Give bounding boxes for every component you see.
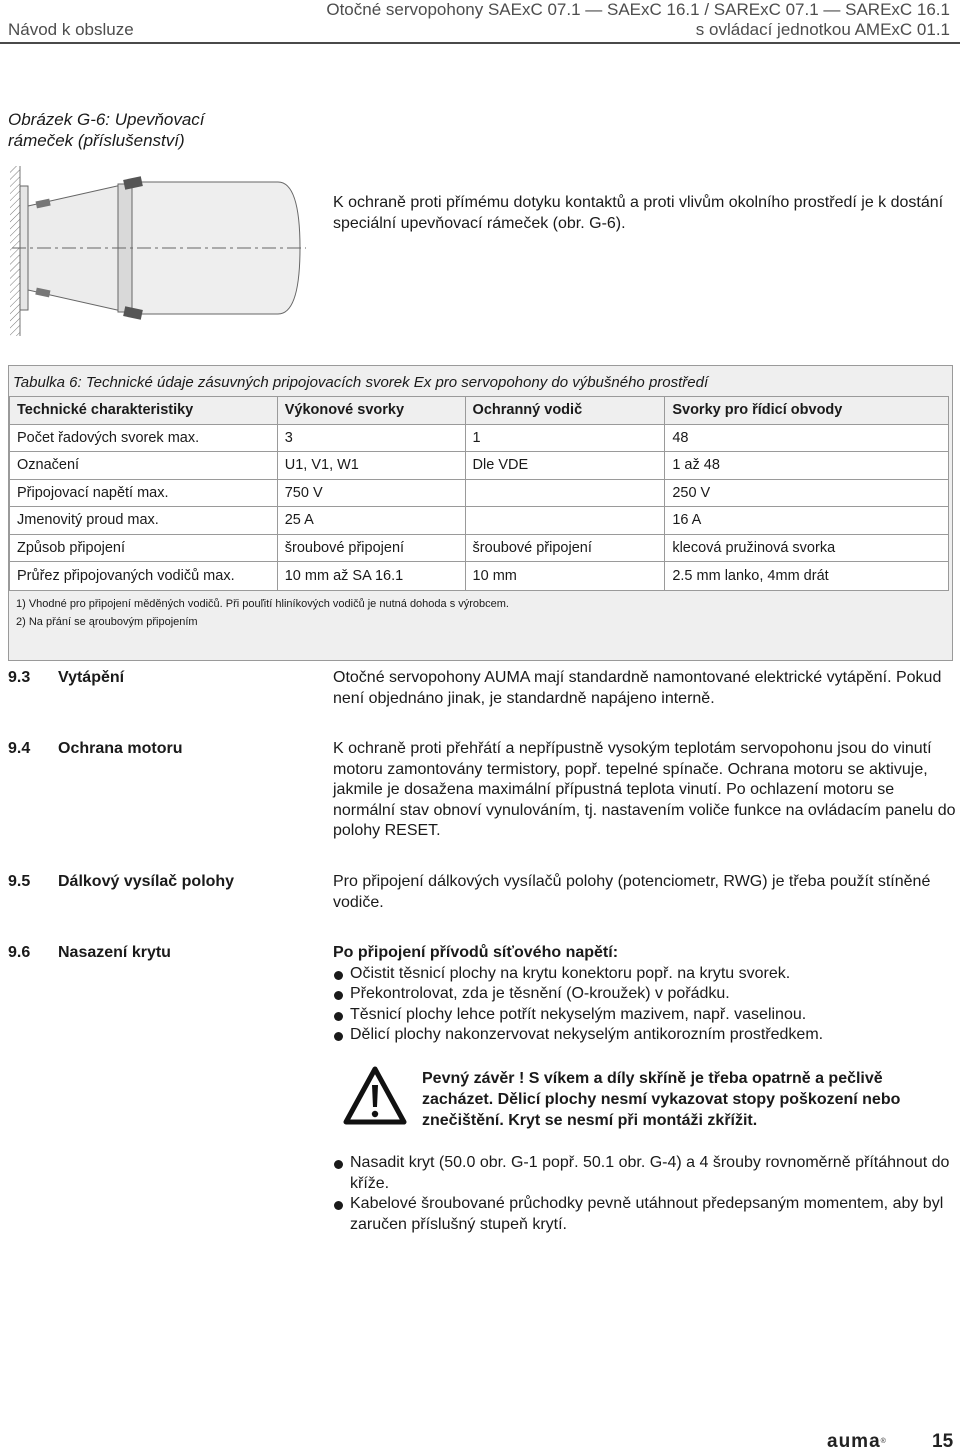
table-cell: Jmenovitý proud max. xyxy=(10,507,278,535)
table-row xyxy=(10,479,949,507)
assembly-steps xyxy=(333,1153,958,1235)
auma-logo xyxy=(827,1432,887,1452)
table-header-cell: Ochranný vodič xyxy=(465,397,665,425)
table-cell: šroubové připojení xyxy=(277,534,465,562)
section-title: Dálkový vysílač polohy xyxy=(58,873,235,890)
section-title: Ochrana motoru xyxy=(58,740,183,757)
list-item: Kabelové šroubované průchodky pevně utáhnout předepsaným momentem, aby byl zaručen příslušný stupeň krytí. xyxy=(333,1194,958,1235)
table-cell: 10 mm až SA 16.1 xyxy=(277,562,465,591)
table-cell: 2.5 mm lanko, 4mm drát xyxy=(665,562,949,591)
figure-caption-line1: Obrázek G-6: Upevňovací xyxy=(8,110,205,129)
section-number: 9.5 xyxy=(8,873,31,890)
table-cell: 750 V xyxy=(277,479,465,507)
table-cell xyxy=(465,507,665,535)
table-cell: Průřez připojovaných vodičů max. xyxy=(10,562,278,591)
header-product-line2: s ovládací jednotkou AMExC 01.1 xyxy=(695,20,950,39)
table-header-cell: Svorky pro řídicí obvody xyxy=(665,397,949,425)
table-footnote: 2) Na přání se ąroubovým připojením xyxy=(16,616,198,628)
bullet-list xyxy=(333,1153,958,1235)
table-cell: 1 xyxy=(465,424,665,452)
page-header xyxy=(0,0,960,44)
table-footnotes xyxy=(16,595,509,631)
header-product-line1: Otočné servopohony SAExC 07.1 — SAExC 16.1 / SARExC 07.1 — SARExC 16.1 xyxy=(326,0,950,19)
table-cell: Označení xyxy=(10,452,278,480)
warning-text: Pevný závěr ! S víkem a díly skříně je třeba opatrně a pečlivě zacházet. Dělicí plochy nesmí vykazovat stopy poškození nebo znečištění. Kryt se nesmí při montáži zkřížit. xyxy=(422,1070,901,1129)
list-item: Nasadit kryt (50.0 obr. G-1 popř. 50.1 obr. G-4) a 4 šrouby rovnoměrně přítáhnout do kříže. xyxy=(333,1153,958,1194)
table-footnote: 1) Vhodné pro připojení měděných vodičů. Při pouľití hliníkových vodičů je nutná dohoda s výrobcem. xyxy=(16,598,509,610)
header-manual-title: Návod k obsluze xyxy=(8,20,134,39)
table-cell: 10 mm xyxy=(465,562,665,591)
section-position-transmitter xyxy=(8,872,958,914)
bullet-list xyxy=(333,964,958,1046)
table-cell: 1 až 48 xyxy=(665,452,949,480)
logo-text: auma xyxy=(827,1431,881,1452)
table-row xyxy=(10,507,949,535)
list-item: Překontrolovat, zda je těsnění (O-kroužek) v pořádku. xyxy=(333,984,958,1005)
section-heating xyxy=(8,668,958,710)
figure-caption-line2: rámeček (příslušenství) xyxy=(8,131,185,150)
technical-table xyxy=(9,396,949,591)
table-row xyxy=(10,424,949,452)
section-number: 9.6 xyxy=(8,944,31,961)
section-intro: Po připojení přívodů síťového napětí: xyxy=(333,944,619,961)
table-header-cell: Výkonové svorky xyxy=(277,397,465,425)
table-title: Tabulka 6: Technické údaje zásuvných pripojovacích svorek Ex pro servopohony do výbušného prostředí xyxy=(13,374,709,391)
mounting-frame-drawing xyxy=(8,160,308,340)
table-cell xyxy=(465,479,665,507)
table-cell: U1, V1, W1 xyxy=(277,452,465,480)
logo-registered-mark: ® xyxy=(880,1438,887,1445)
table-cell: 16 A xyxy=(665,507,949,535)
table-cell: Způsob připojení xyxy=(10,534,278,562)
section-motor-protection xyxy=(8,739,958,843)
list-item: Dělicí plochy nakonzervovat nekyselým antikorozním prostředkem. xyxy=(333,1025,958,1046)
section-cover-fitting xyxy=(8,943,958,1048)
section-number: 9.3 xyxy=(8,669,31,686)
table-cell: Dle VDE xyxy=(465,452,665,480)
page-number: 15 xyxy=(932,1431,954,1452)
table-cell: klecová pružinová svorka xyxy=(665,534,949,562)
section-body: Pro připojení dálkových vysílačů polohy (potenciometr, RWG) je třeba použít stíněné vodiče. xyxy=(333,873,931,911)
table-cell: 3 xyxy=(277,424,465,452)
figure-caption xyxy=(8,109,205,151)
section-title: Nasazení krytu xyxy=(58,944,171,961)
table-cell: 25 A xyxy=(277,507,465,535)
table-cell: šroubové připojení xyxy=(465,534,665,562)
table-cell: Počet řadových svorek max. xyxy=(10,424,278,452)
table-row xyxy=(10,534,949,562)
section-number: 9.4 xyxy=(8,740,31,757)
section-title: Vytápění xyxy=(58,669,125,686)
list-item: Těsnicí plochy lehce potřít nekyselým mazivem, např. vaselinou. xyxy=(333,1005,958,1026)
figure-description: K ochraně proti přímému dotyku kontaktů a proti vlivům okolního prostředí je k dostání speciální upevňovací rámeček (obr. G-6). xyxy=(333,194,944,232)
header-product-title xyxy=(326,0,950,40)
table-row xyxy=(10,452,949,480)
section-body xyxy=(333,943,958,1046)
table-row xyxy=(10,562,949,591)
list-item: Očistit těsnicí plochy na krytu konektoru popř. na krytu svorek. xyxy=(333,964,958,985)
table-cell: 250 V xyxy=(665,479,949,507)
table-cell: 48 xyxy=(665,424,949,452)
section-body: K ochraně proti přehřátí a nepřípustně vysokým teplotám servopohonu jsou do vinutí motoru zamontovány termistory, popř. tepelné spínače. Ochrana motoru se aktivuje, jakmile je dosažena maximální přípustná teplota vinutí. Po ochlazení motoru se normální stav obnoví vynulováním, tj. nastavením voliče funkce na ovládacím panelu do polohy RESET. xyxy=(333,740,956,839)
table-header-cell: Technické charakteristiky xyxy=(10,397,278,425)
table-cell: Připojovací napětí max. xyxy=(10,479,278,507)
section-body: Otočné servopohony AUMA mají standardně namontované elektrické vytápění. Pokud není objednáno jinak, je standardně napájeno interně. xyxy=(333,669,942,707)
table-header-row xyxy=(10,397,949,425)
warning-triangle-icon xyxy=(343,1066,407,1126)
